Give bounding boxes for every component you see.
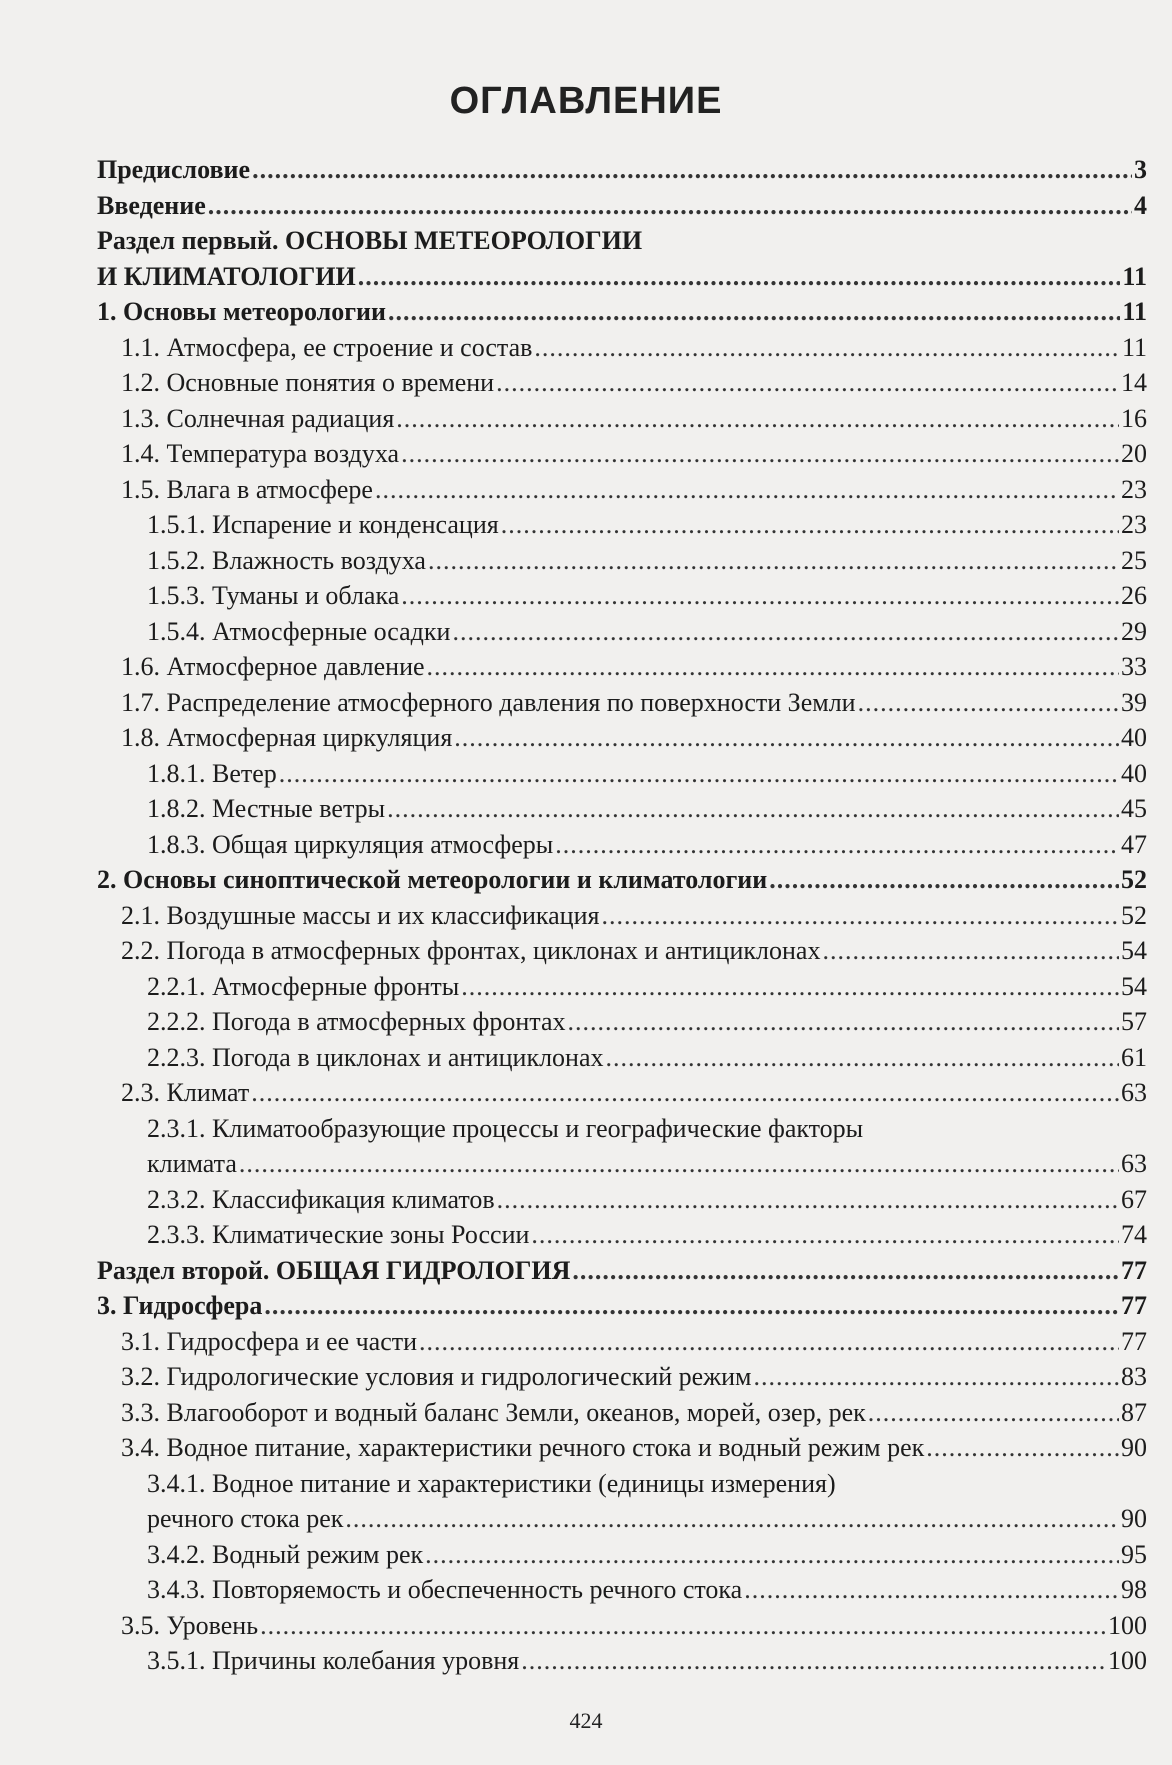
toc-entry-title: 1.2. Основные понятия о времени [121,368,495,397]
table-of-contents [97,152,1147,1679]
dot-leader [501,507,1119,543]
toc-entry-title: 2.3.1. Климатообразующие процессы и географические факторы [147,1113,864,1143]
dot-leader [822,933,1119,969]
toc-entry-page: 40 [1121,758,1147,788]
dot-leader [572,1253,1119,1289]
toc-entry-title: 2.3. Климат [121,1078,250,1107]
toc-entry-title: Раздел второй. ОБЩАЯ ГИДРОЛОГИЯ [97,1255,571,1285]
dot-leader [754,1359,1119,1395]
toc-entry-title: 1.5.2. Влажность воздуха [147,545,426,575]
toc-entry-title: 1. Основы метеорологии [97,297,386,326]
toc-entry-title: 3.4.3. Повторяемость и обеспеченность речного стока [147,1575,743,1604]
toc-entry-page: 98 [1121,1575,1147,1604]
toc-entry [97,1217,1147,1253]
dot-leader [358,259,1121,295]
toc-entry-page: 52 [1121,900,1147,930]
toc-entry [97,649,1147,685]
toc-entry-title: 1.8.1. Ветер [147,758,277,788]
toc-entry [97,827,1147,863]
page-title: ОГЛАВЛЕНИЕ [449,80,723,122]
toc-entry [97,578,1147,614]
toc-entry [97,756,1147,792]
toc-entry [97,1288,1147,1324]
toc-entry [97,1253,1147,1289]
toc-entry-title: 2.2.3. Погода в циклонах и антициклонах [147,1042,604,1072]
toc-entry [97,969,1147,1005]
toc-entry-title: 1.8. Атмосферная циркуляция [121,723,453,752]
dot-leader [497,1182,1119,1218]
dot-leader [401,578,1119,614]
toc-entry-page: 25 [1121,545,1147,575]
toc-entry [97,188,1147,224]
dot-leader [239,1146,1119,1182]
toc-entry-page: 33 [1121,652,1147,681]
toc-entry [97,791,1147,827]
toc-entry-page: 61 [1121,1042,1147,1072]
dot-leader [601,898,1119,934]
toc-entry-title: 2.1. Воздушные массы и их классификация [121,900,600,930]
toc-entry-page: 39 [1121,687,1147,717]
toc-entry-page: 63 [1121,1078,1147,1107]
toc-entry [97,1643,1147,1679]
toc-entry-page: 63 [1121,1149,1147,1178]
toc-entry [97,1146,1147,1182]
toc-entry-title: Введение [97,190,206,220]
toc-entry-page: 57 [1121,1007,1147,1036]
toc-entry-title: 1.1. Атмосфера, ее строение и состав [121,332,533,362]
toc-entry-page: 11 [1121,332,1147,362]
dot-leader [427,649,1119,685]
toc-entry-title: 1.6. Атмосферное давление [121,652,425,681]
toc-entry-title: 1.4. Температура воздуха [121,439,400,468]
dot-leader [375,472,1119,508]
toc-entry [97,1395,1147,1431]
toc-entry-title: 3.3. Влагооборот и водный баланс Земли, океанов, морей, озер, рек [121,1397,866,1427]
toc-entry-page: 45 [1121,794,1147,823]
dot-leader [388,294,1120,330]
toc-entry-page: 95 [1121,1539,1147,1569]
toc-entry [97,1111,1147,1147]
dot-leader [744,1572,1119,1608]
dot-leader [568,1004,1119,1040]
toc-entry [97,1075,1147,1111]
dot-leader [425,1537,1119,1573]
toc-entry-page: 4 [1134,190,1147,220]
toc-entry-title: 3.5.1. Причины колебания уровня [147,1646,520,1675]
toc-entry [97,1359,1147,1395]
dot-leader [387,791,1119,827]
toc-entry-page: 100 [1108,1610,1147,1640]
toc-entry-page: 54 [1121,971,1147,1001]
toc-entry-page: 77 [1121,1291,1147,1320]
toc-entry-title: 1.8.2. Местные ветры [147,794,386,823]
toc-entry-page: 54 [1121,936,1147,965]
toc-entry [97,720,1147,756]
dot-leader [345,1501,1119,1537]
dot-leader [419,1324,1119,1360]
page-number: 424 [569,1708,603,1733]
toc-entry [97,862,1147,898]
toc-entry-title: 3.2. Гидрологические условия и гидрологический режим [121,1362,752,1391]
toc-entry-page: 77 [1121,1326,1147,1356]
toc-entry-page: 90 [1121,1504,1147,1533]
toc-entry [97,685,1147,721]
toc-entry-title: 1.5. Влага в атмосфере [121,474,373,504]
toc-entry [97,507,1147,543]
toc-entry-page: 67 [1121,1184,1147,1214]
toc-entry [97,294,1147,330]
toc-entry [97,1430,1147,1466]
toc-entry-title: 1.5.4. Атмосферные осадки [147,616,451,646]
dot-leader [769,862,1119,898]
toc-entry-title: 3.4. Водное питание, характеристики речного стока и водный режим рек [121,1433,925,1462]
toc-entry [97,1501,1147,1537]
toc-entry [97,330,1147,366]
toc-entry [97,1004,1147,1040]
toc-entry [97,1466,1147,1502]
toc-entry-title: 3.4.1. Водное питание и характеристики (единицы измерения) [147,1468,836,1498]
toc-entry [97,223,1147,259]
toc-entry [97,436,1147,472]
toc-entry-title: речного стока рек [147,1504,344,1533]
toc-entry-page: 23 [1121,474,1147,504]
toc-entry-title: 3.5. Уровень [121,1610,259,1640]
toc-entry-page: 20 [1121,439,1147,468]
toc-entry [97,1324,1147,1360]
toc-entry [97,259,1147,295]
dot-leader [428,543,1119,579]
toc-entry-page: 14 [1121,368,1147,397]
toc-entry [97,365,1147,401]
toc-entry-title: Раздел первый. ОСНОВЫ МЕТЕОРОЛОГИИ [97,226,643,255]
toc-entry [97,898,1147,934]
dot-leader [396,401,1119,437]
toc-entry-page: 47 [1121,829,1147,859]
toc-entry [97,1572,1147,1608]
toc-entry-page: 29 [1121,616,1147,646]
toc-entry-title: 2.2.2. Погода в атмосферных фронтах [147,1007,566,1036]
toc-entry [97,543,1147,579]
toc-entry-title: 1.7. Распределение атмосферного давления по поверхности Земли [121,687,856,717]
toc-entry-page: 16 [1121,403,1147,433]
toc-entry-title: И КЛИМАТОЛОГИИ [97,261,356,291]
toc-entry-title: 2. Основы синоптической метеорологии и климатологии [97,865,768,894]
dot-leader [252,152,1132,188]
toc-entry-title: 3.4.2. Водный режим рек [147,1539,424,1569]
toc-entry-page: 90 [1121,1433,1147,1462]
dot-leader [555,827,1119,863]
toc-entry [97,933,1147,969]
toc-entry-title: Предисловие [97,155,251,184]
dot-leader [496,365,1119,401]
dot-leader [531,1217,1119,1253]
dot-leader [260,1608,1106,1644]
toc-entry-page: 77 [1121,1255,1147,1285]
toc-entry [97,1537,1147,1573]
dot-leader [868,1395,1119,1431]
dot-leader [452,614,1119,650]
toc-entry [97,401,1147,437]
dot-leader [208,188,1132,224]
dot-leader [264,1288,1119,1324]
dot-leader [401,436,1119,472]
toc-entry [97,1608,1147,1644]
toc-entry [97,472,1147,508]
toc-entry-title: 2.3.3. Климатические зоны России [147,1220,530,1249]
toc-entry-title: 1.3. Солнечная радиация [121,403,395,433]
dot-leader [454,720,1119,756]
dot-leader [461,969,1119,1005]
toc-entry [97,1182,1147,1218]
dot-leader [534,330,1120,366]
toc-entry-page: 52 [1121,865,1147,894]
toc-entry-title: 3.1. Гидросфера и ее части [121,1326,418,1356]
toc-entry-title: 1.8.3. Общая циркуляция атмосферы [147,829,554,859]
toc-entry-page: 3 [1134,155,1147,184]
dot-leader [251,1075,1119,1111]
toc-entry-title: 2.2.1. Атмосферные фронты [147,971,460,1001]
toc-entry-title: 1.5.3. Туманы и облака [147,581,400,610]
toc-entry [97,152,1147,188]
toc-entry-page: 83 [1121,1362,1147,1391]
toc-entry-title: 3. Гидросфера [97,1291,263,1320]
toc-entry-page: 74 [1121,1220,1147,1249]
dot-leader [521,1643,1106,1679]
toc-entry-title: 2.3.2. Классификация климатов [147,1184,495,1214]
toc-entry-page: 26 [1121,581,1147,610]
toc-entry [97,614,1147,650]
toc-entry-page: 40 [1121,723,1147,752]
dot-leader [606,1040,1119,1076]
toc-entry-page: 23 [1121,510,1147,539]
toc-entry [97,1040,1147,1076]
toc-entry-title: 2.2. Погода в атмосферных фронтах, циклонах и антициклонах [121,936,821,965]
toc-entry-title: климата [147,1149,237,1178]
dot-leader [279,756,1119,792]
toc-entry-page: 87 [1121,1397,1147,1427]
toc-entry-page: 11 [1122,261,1147,291]
toc-entry-page: 100 [1108,1646,1147,1675]
dot-leader [858,685,1119,721]
toc-entry-page: 11 [1122,297,1147,326]
toc-entry-title: 1.5.1. Испарение и конденсация [147,510,499,539]
dot-leader [926,1430,1119,1466]
